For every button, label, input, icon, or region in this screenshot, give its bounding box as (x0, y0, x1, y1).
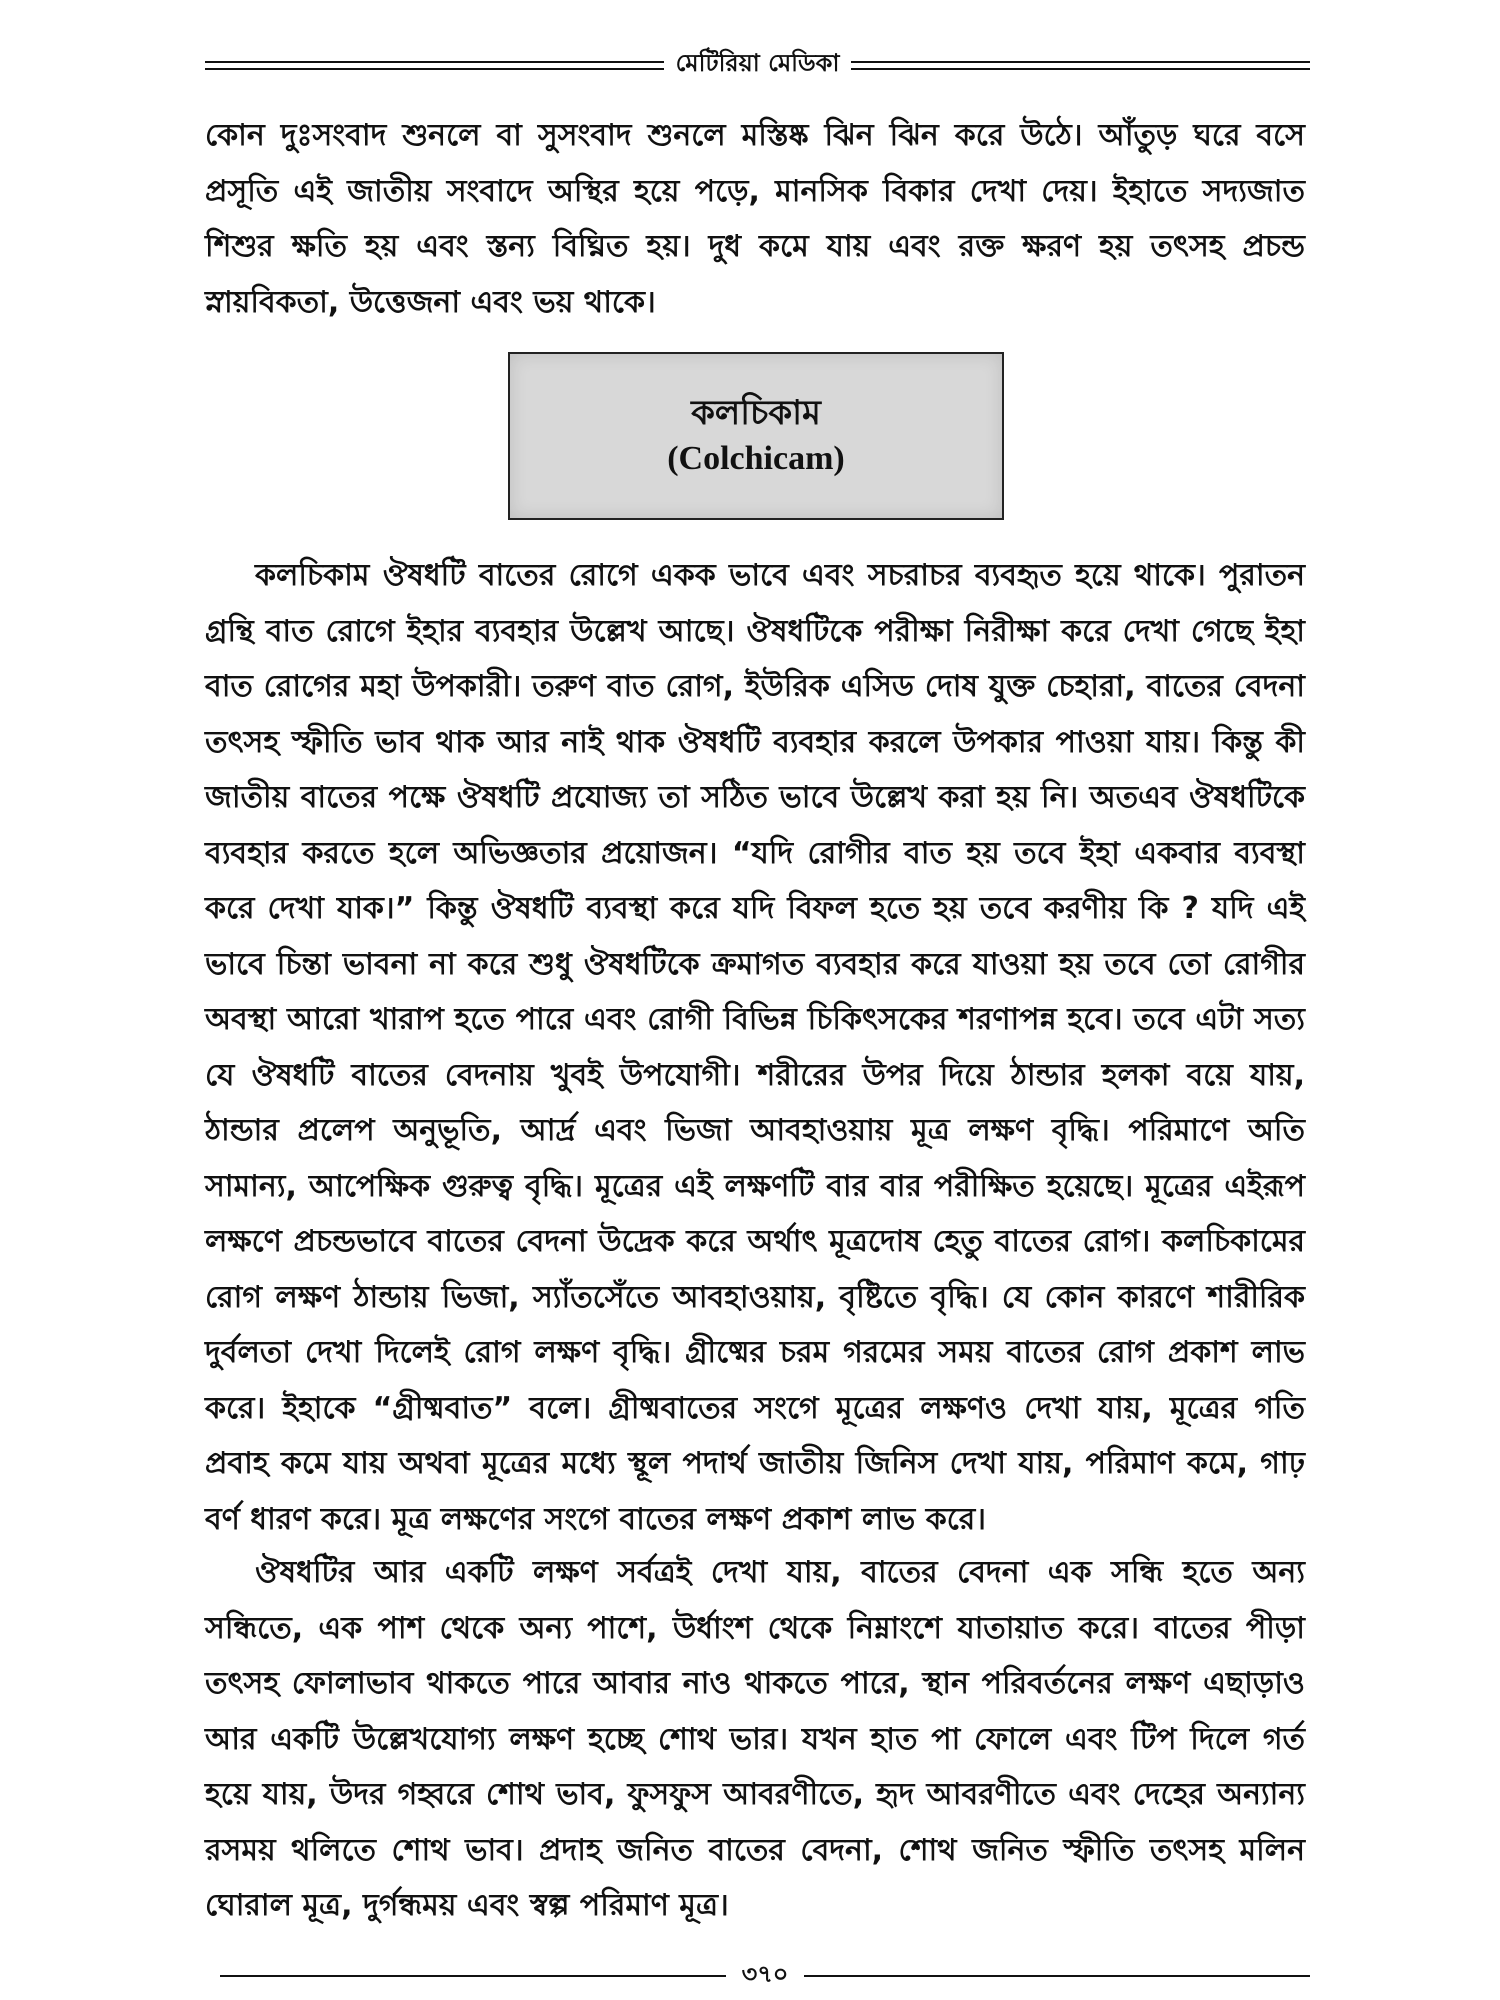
running-header (205, 48, 1310, 82)
running-title: মেটিরিয়া মেডিকা (675, 49, 840, 77)
footer-rule-left (220, 1975, 726, 1977)
footer-rule-right (804, 1975, 1310, 1977)
page-footer (220, 1962, 1310, 1990)
header-rule-left (205, 61, 664, 70)
remedy-name-english: (Colchicam) (667, 440, 845, 477)
last-paragraph: ঔষধটির আর একটি লক্ষণ সর্বত্রই দেখা যায়, বাতের বেদনা এক সন্ধি হতে অন্য সন্ধিতে, এক পাশ থেকে অন্য পাশে, উর্ধাংশ থেকে নিম্নাংশে যাতায়াত করে। বাতের পীড়া তৎসহ ফোলাভাব থাকতে পারে আবার নাও থাকতে পারে, স্থান পরিবর্তনের লক্ষণ এছাড়াও আর একটি উল্লেখযোগ্য লক্ষণ হচ্ছে শোথ ভার। যখন হাত পা ফোলে এবং টিপ দিলে গর্ত হয়ে যায়, উদর গহ্বরে শোথ ভাব, ফুসফুস আবরণীতে, হৃদ আবরণীতে এবং দেহের অন্যান্য রসময় থলিতে শোথ ভাব। প্রদাহ জনিত বাতের বেদনা, শোথ জনিত স্ফীতি তৎসহ মলিন ঘোরাল মূত্র, দুর্গন্ধময় এবং স্বল্প পরিমাণ মূত্র। (205, 1555, 1305, 1923)
remedy-name-bengali: কলচিকাম (691, 393, 821, 433)
page-number: ৩৭০ (741, 1960, 789, 1988)
header-rule-right (851, 61, 1310, 70)
remedy-title-box (508, 352, 1004, 520)
main-paragraph: কলচিকাম ঔষধটি বাতের রোগে একক ভাবে এবং সচরাচর ব্যবহৃত হয়ে থাকে। পুরাতন গ্রন্থি বাত রোগে ইহার ব্যবহার উল্লেখ আছে। ঔষধটিকে পরীক্ষা নিরীক্ষা করে দেখা গেছে ইহা বাত রোগের মহা উপকারী। তরুণ বাত রোগ, ইউরিক এসিড দোষ যুক্ত চেহারা, বাতের বেদনা তৎসহ স্ফীতি ভাব থাক আর নাই থাক ঔষধটি ব্যবহার করলে উপকার পাওয়া যায়। কিন্তু কী জাতীয় বাতের পক্ষে ঔষধটি প্রযোজ্য তা সঠিত ভাবে উল্লেখ করা হয় নি। অতএব ঔষধটিকে ব্যবহার করতে হলে অভিজ্ঞতার প্রয়োজন। “যদি রোগীর বাত হয় তবে ইহা একবার ব্যবস্থা করে দেখা যাক।” কিন্তু ঔষধটি ব্যবস্থা করে যদি বিফল হতে হয় তবে করণীয় কি ? যদি এই ভাবে চিন্তা ভাবনা না করে শুধু ঔষধটিকে ক্রমাগত ব্যবহার করে যাওয়া হয় তবে তো রোগীর অবস্থা আরো খারাপ হতে পারে এবং রোগী বিভিন্ন চিকিৎসকের শরণাপন্ন হবে। তবে এটা সত্য যে ঔষধটি বাতের বেদনায় খুবই উপযোগী। শরীরের উপর দিয়ে ঠান্ডার হলকা বয়ে যায়, ঠান্ডার প্রলেপ অনুভূতি, আর্দ্র এবং ভিজা আবহাওয়ায় মূত্র লক্ষণ বৃদ্ধি। পরিমাণে অতি সামান্য, আপেক্ষিক গুরুত্ব বৃদ্ধি। মূত্রের এই লক্ষণটি বার বার পরীক্ষিত হয়েছে। মূত্রের এইরূপ লক্ষণে প্রচন্ডভাবে বাতের বেদনা উদ্রেক করে অর্থাৎ মূত্রদোষ হেতু বাতের রোগ। কলচিকামের রোগ লক্ষণ ঠান্ডায় ভিজা, স্যাঁতসেঁতে আবহাওয়ায়, বৃষ্টিতে বৃদ্ধি। যে কোন কারণে শারীরিক দুর্বলতা দেখা দিলেই রোগ লক্ষণ বৃদ্ধি। গ্রীষ্মের চরম গরমের সময় বাতের রোগ প্রকাশ লাভ করে। ইহাকে “গ্রীষ্মবাত” বলে। গ্রীষ্মবাতের সংগে মূত্রের লক্ষণও দেখা যায়, মূত্রের গতি প্রবাহ কমে যায় অথবা মূত্রের মধ্যে স্থূল পদার্থ জাতীয় জিনিস দেখা যায়, পরিমাণ কমে, গাঢ় বর্ণ ধারণ করে। মূত্র লক্ষণের সংগে বাতের লক্ষণ প্রকাশ লাভ করে। (205, 558, 1305, 1537)
intro-paragraph: কোন দুঃসংবাদ শুনলে বা সুসংবাদ শুনলে মস্তিষ্ক ঝিন ঝিন করে উঠে। আঁতুড় ঘরে বসে প্রসূতি এই জাতীয় সংবাদে অস্থির হয়ে পড়ে, মানসিক বিকার দেখা দেয়। ইহাতে সদ্যজাত শিশুর ক্ষতি হয় এবং স্তন্য বিঘ্নিত হয়। দুধ কমে যায় এবং রক্ত ক্ষরণ হয় তৎসহ প্রচন্ড স্নায়বিকতা, উত্তেজনা এবং ভয় থাকে। (205, 118, 1305, 320)
